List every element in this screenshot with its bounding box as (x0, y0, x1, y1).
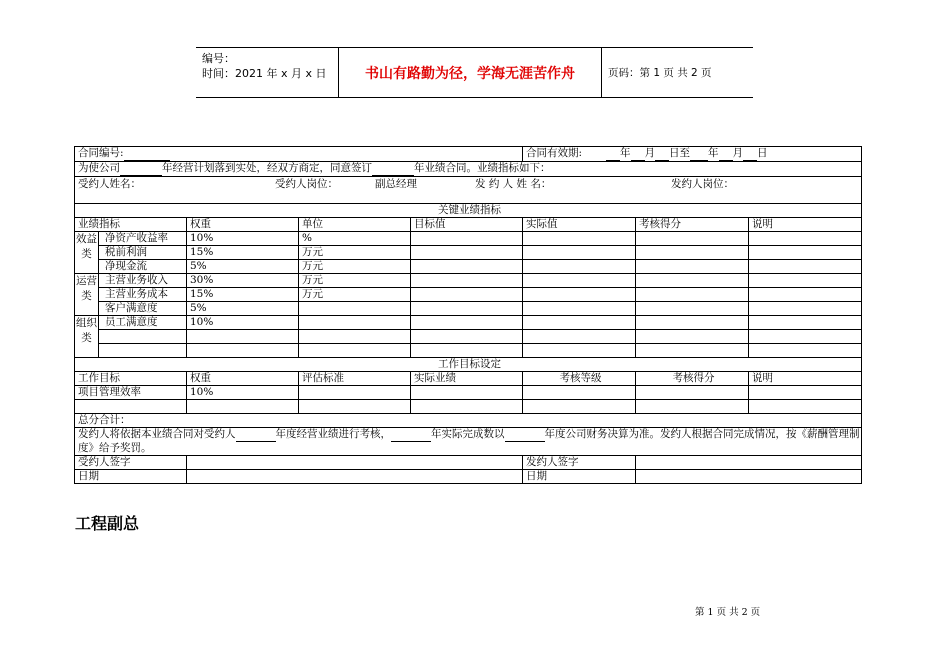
total-score-label: 总分合计： (75, 414, 862, 428)
kpi-header-target: 目标值 (411, 218, 523, 232)
kpi-name: 主营业务成本 (99, 288, 187, 302)
kpi-header-actual: 实际值 (523, 218, 636, 232)
kpi-weight: 15% (187, 246, 299, 260)
note-text-a: 发约人将依据本业绩合同对受约人 (78, 428, 236, 440)
validity-day-to: 日至 (669, 147, 691, 159)
goal-weight (187, 400, 299, 414)
intro-text-a: 为使公司 (78, 162, 120, 174)
kpi-name (99, 330, 187, 344)
kpi-name: 净资产收益率 (99, 232, 187, 246)
contractor-sign-field[interactable] (636, 456, 862, 470)
contractor-date-field[interactable] (636, 470, 862, 484)
header-page: 页码：第 1 页 共 2 页 (608, 67, 712, 79)
goal-weight: 10% (187, 386, 299, 400)
kpi-row (75, 274, 862, 288)
kpi-header-weight: 权重 (187, 218, 299, 232)
signature-row (75, 456, 862, 470)
kpi-weight: 10% (187, 232, 299, 246)
goals-section-row (75, 358, 862, 372)
kpi-unit (299, 330, 411, 344)
kpi-weight: 30% (187, 274, 299, 288)
goals-header-actual: 实际业绩 (411, 372, 523, 386)
kpi-header-indicator: 业绩指标 (75, 218, 187, 232)
kpi-header-unit: 单位 (299, 218, 411, 232)
goals-header-criteria: 评估标准 (299, 372, 411, 386)
contract-intro-cell (75, 162, 862, 177)
contract-validity-label: 合同有效期: (526, 147, 583, 159)
contractor-post-label: 发约人岗位： (671, 178, 734, 190)
kpi-header-row (75, 218, 862, 232)
total-row (75, 414, 862, 428)
goals-header-row (75, 372, 862, 386)
kpi-unit (299, 344, 411, 358)
goals-header-score: 考核得分 (636, 372, 749, 386)
contractee-post-value: 副总经理 (375, 178, 417, 190)
contractee-sign-field[interactable] (187, 456, 523, 470)
kpi-header-note: 说明 (749, 218, 862, 232)
kpi-unit: 万元 (299, 260, 411, 274)
goals-row (75, 386, 862, 400)
date-row (75, 470, 862, 484)
kpi-name: 客户满意度 (99, 302, 187, 316)
kpi-row (75, 302, 862, 316)
note-text-b: 年度经营业绩进行考核， (275, 428, 391, 440)
document-title: 工程副总 (75, 514, 140, 533)
kpi-row (75, 260, 862, 274)
intro-text-c: 年业绩合同。业绩指标如下： (414, 162, 551, 174)
kpi-unit (299, 302, 411, 316)
kpi-header-score: 考核得分 (636, 218, 749, 232)
summary-note (75, 428, 862, 456)
note-text-d: 年度公司财务决算为准。发约人根据合同完成情况，按《薪酬管理制度》给予奖罚。 (78, 428, 860, 454)
goals-header-note: 说明 (749, 372, 862, 386)
contractee-sign-label: 受约人签字 (75, 456, 187, 470)
parties-cell (75, 177, 862, 204)
kpi-row (75, 232, 862, 246)
kpi-unit: 万元 (299, 288, 411, 302)
contract-intro-row (75, 162, 862, 177)
contractor-name-label: 发 约 人 姓 名： (475, 178, 552, 190)
kpi-category: 运营类 (75, 274, 99, 316)
header-number: 编号： (202, 52, 235, 65)
validity-year: 年 (620, 147, 631, 159)
kpi-weight: 10% (187, 316, 299, 330)
kpi-section-title: 关键业绩指标 (75, 204, 862, 218)
summary-note-row (75, 428, 862, 456)
contract-no-cell (75, 147, 523, 162)
contract-no-blank (124, 147, 170, 161)
intro-text-b: 年经营计划落到实处，经双方商定，同意签订 (162, 162, 372, 174)
validity-month: 月 (644, 147, 656, 159)
kpi-name (99, 344, 187, 358)
kpi-weight (187, 330, 299, 344)
kpi-category: 效益类 (75, 232, 99, 274)
kpi-unit: 万元 (299, 246, 411, 260)
header-motto: 书山有路勤为径，学海无涯苦作舟 (339, 48, 602, 97)
kpi-row (75, 330, 862, 344)
page-footer: 第 1 页 共 2 页 (695, 607, 761, 618)
kpi-weight: 5% (187, 302, 299, 316)
kpi-row (75, 344, 862, 358)
kpi-weight (187, 344, 299, 358)
kpi-unit (299, 316, 411, 330)
contract-no-row (75, 147, 862, 162)
kpi-section-row (75, 204, 862, 218)
contractee-name-label: 受约人姓名： (78, 178, 141, 190)
contract-no-label: 合同编号: (78, 147, 124, 159)
goals-section-title: 工作目标设定 (75, 358, 862, 372)
kpi-unit: % (299, 232, 411, 246)
contractee-date-label: 日期 (75, 470, 187, 484)
kpi-category: 组织类 (75, 316, 99, 358)
contractor-sign-label: 发约人签字 (523, 456, 636, 470)
goals-header-grade: 考核等级 (523, 372, 636, 386)
kpi-unit: 万元 (299, 274, 411, 288)
header-meta (196, 48, 339, 97)
page-header (196, 47, 753, 98)
kpi-name: 主营业务收入 (99, 274, 187, 288)
contractee-post-label: 受约人岗位： (275, 178, 338, 190)
kpi-weight: 5% (187, 260, 299, 274)
goal-name: 项目管理效率 (75, 386, 187, 400)
kpi-name: 税前利润 (99, 246, 187, 260)
goals-row (75, 400, 862, 414)
validity-year-end: 年 (708, 147, 719, 159)
kpi-row (75, 288, 862, 302)
goals-header-goal: 工作目标 (75, 372, 187, 386)
note-text-c: 年实际完成数以 (431, 428, 505, 440)
header-time: 时间：2021 年 x 月 x 日 (202, 67, 327, 80)
parties-row (75, 177, 862, 204)
kpi-row (75, 246, 862, 260)
performance-contract-table (74, 146, 862, 484)
contract-validity-cell (523, 147, 862, 162)
validity-month-end: 月 (732, 147, 744, 159)
contractee-date-field[interactable] (187, 470, 523, 484)
kpi-name: 净现金流 (99, 260, 187, 274)
kpi-name: 员工满意度 (99, 316, 187, 330)
kpi-weight: 15% (187, 288, 299, 302)
contractor-date-label: 日期 (523, 470, 636, 484)
validity-day-end: 日 (757, 147, 768, 159)
goal-name (75, 400, 187, 414)
kpi-row (75, 316, 862, 330)
goals-header-weight: 权重 (187, 372, 299, 386)
